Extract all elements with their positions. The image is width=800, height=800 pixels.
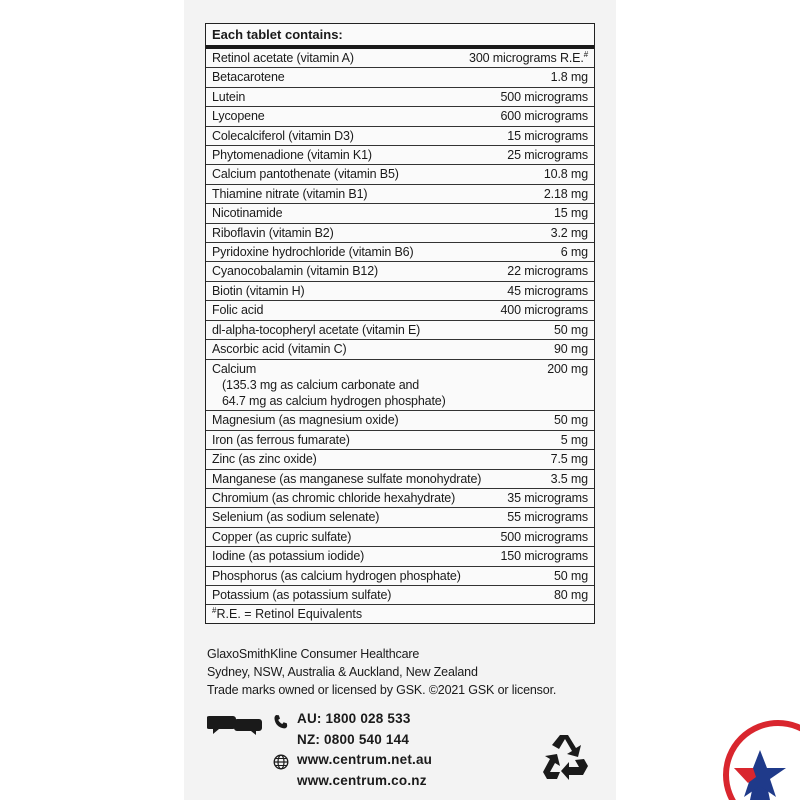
table-row [206, 165, 594, 184]
ingredient-name: Lycopene [212, 109, 265, 124]
ingredient-name: Retinol acetate (vitamin A) [212, 51, 354, 65]
ingredient-detail: (135.3 mg as calcium carbonate and [222, 377, 420, 392]
company-info [207, 645, 607, 699]
website-au-link[interactable]: www.centrum.net.au [297, 752, 433, 767]
ingredient-amount: 5 mg [560, 432, 588, 447]
ingredient-name: Chromium (as chromic chloride hexahydrate) [212, 491, 456, 506]
ingredient-name: Copper (as cupric sulfate) [212, 529, 352, 544]
table-row [206, 301, 594, 320]
ingredient-amount: 2.18 mg [543, 186, 588, 201]
ingredient-amount: 3.2 mg [550, 225, 588, 240]
ingredient-amount: 400 micrograms [500, 303, 588, 318]
recycle-icon [538, 729, 594, 785]
nz-phone: NZ: 0800 540 144 [297, 732, 410, 747]
table-row [206, 282, 594, 301]
table-row [206, 340, 594, 359]
website-nz-link[interactable]: www.centrum.co.nz [297, 773, 427, 788]
ingredient-amount: 200 mg [547, 361, 588, 376]
ingredient-amount: 300 micrograms R.E.# [469, 49, 588, 65]
ingredient-amount: 500 micrograms [500, 529, 588, 544]
table-row [206, 243, 594, 262]
ingredient-amount: 15 mg [554, 206, 588, 221]
ingredient-name: Biotin (vitamin H) [212, 283, 305, 298]
ingredient-amount: 50 mg [554, 322, 588, 337]
ingredient-name: Colecalciferol (vitamin D3) [212, 128, 354, 143]
ingredient-name: Betacarotene [212, 70, 285, 85]
table-row [206, 68, 594, 87]
company-location: Sydney, NSW, Australia & Auckland, New Zealand [207, 665, 478, 679]
table-title: Each tablet contains: [212, 27, 343, 42]
ingredient-amount: 150 micrograms [500, 549, 588, 564]
table-row [206, 411, 594, 430]
ingredient-amount: 6 mg [560, 245, 588, 260]
trademark-notice: Trade marks owned or licensed by GSK. ©2021 GSK or licensor. [207, 683, 557, 697]
table-row [206, 262, 594, 281]
table-row [206, 360, 594, 412]
ingredient-name: Folic acid [212, 303, 264, 318]
table-row [206, 586, 594, 605]
table-row [206, 431, 594, 450]
ingredient-name: Thiamine nitrate (vitamin B1) [212, 186, 368, 201]
table-row [206, 321, 594, 340]
ingredient-name: Lutein [212, 89, 246, 104]
table-row [206, 450, 594, 469]
ingredient-amount: 45 micrograms [507, 283, 588, 298]
ingredient-name: Calcium [212, 361, 257, 376]
ingredient-name: Iron (as ferrous fumarate) [212, 432, 350, 447]
ingredient-name: Riboflavin (vitamin B2) [212, 225, 334, 240]
ingredient-amount: 22 micrograms [507, 264, 588, 279]
ingredient-amount: 25 micrograms [507, 148, 588, 163]
globe-icon [273, 754, 289, 770]
ingredient-amount: 55 micrograms [507, 510, 588, 525]
ingredient-detail: 64.7 mg as calcium hydrogen phosphate) [222, 394, 446, 409]
table-row [206, 146, 594, 165]
company-name: GlaxoSmithKline Consumer Healthcare [207, 647, 420, 661]
table-row [206, 508, 594, 527]
ingredient-name-block [212, 361, 446, 410]
ingredient-name: Magnesium (as magnesium oxide) [212, 413, 399, 428]
table-row [206, 185, 594, 204]
ingredient-name: Iodine (as potassium iodide) [212, 549, 365, 564]
table-row [206, 528, 594, 547]
ingredient-amount: 10.8 mg [543, 167, 588, 182]
ingredient-name: Ascorbic acid (vitamin C) [212, 342, 347, 357]
table-row [206, 127, 594, 146]
ingredient-amount: 3.5 mg [550, 471, 588, 486]
table-row [206, 489, 594, 508]
au-phone: AU: 1800 028 533 [297, 711, 411, 726]
ingredient-name: Zinc (as zinc oxide) [212, 452, 317, 467]
ingredient-name: Phosphorus (as calcium hydrogen phosphate) [212, 568, 461, 583]
ingredient-name: Manganese (as manganese sulfate monohydrate) [212, 471, 482, 486]
nutrition-table [205, 23, 595, 624]
ingredient-amount: 7.5 mg [550, 452, 588, 467]
chat-bubbles-icon [207, 713, 263, 735]
ingredient-name: Potassium (as potassium sulfate) [212, 588, 392, 603]
ingredient-name: Nicotinamide [212, 206, 283, 221]
ingredient-amount: 600 micrograms [500, 109, 588, 124]
ingredient-name: Calcium pantothenate (vitamin B5) [212, 167, 399, 182]
ingredient-amount: 500 micrograms [500, 89, 588, 104]
ingredient-name: Pyridoxine hydrochloride (vitamin B6) [212, 245, 414, 260]
table-row [206, 567, 594, 586]
table-row [206, 204, 594, 223]
ingredient-amount: 1.8 mg [550, 70, 588, 85]
table-row [206, 470, 594, 489]
ingredient-name: dl-alpha-tocopheryl acetate (vitamin E) [212, 322, 421, 337]
table-row [206, 107, 594, 126]
table-row [206, 49, 594, 68]
ingredient-amount: 50 mg [554, 413, 588, 428]
ingredient-amount: 90 mg [554, 342, 588, 357]
table-row [206, 88, 594, 107]
star-badge-icon [720, 717, 800, 800]
phone-icon [273, 714, 289, 730]
table-row [206, 547, 594, 566]
ingredient-name: Phytomenadione (vitamin K1) [212, 148, 372, 163]
table-row [206, 224, 594, 243]
ingredient-name: Cyanocobalamin (vitamin B12) [212, 264, 379, 279]
ingredient-name: Selenium (as sodium selenate) [212, 510, 380, 525]
ingredient-amount: 35 micrograms [507, 491, 588, 506]
ingredient-amount: 80 mg [554, 588, 588, 603]
table-footnote: #R.E. = Retinol Equivalents [212, 606, 363, 622]
ingredient-amount: 15 micrograms [507, 128, 588, 143]
ingredient-amount: 50 mg [554, 568, 588, 583]
